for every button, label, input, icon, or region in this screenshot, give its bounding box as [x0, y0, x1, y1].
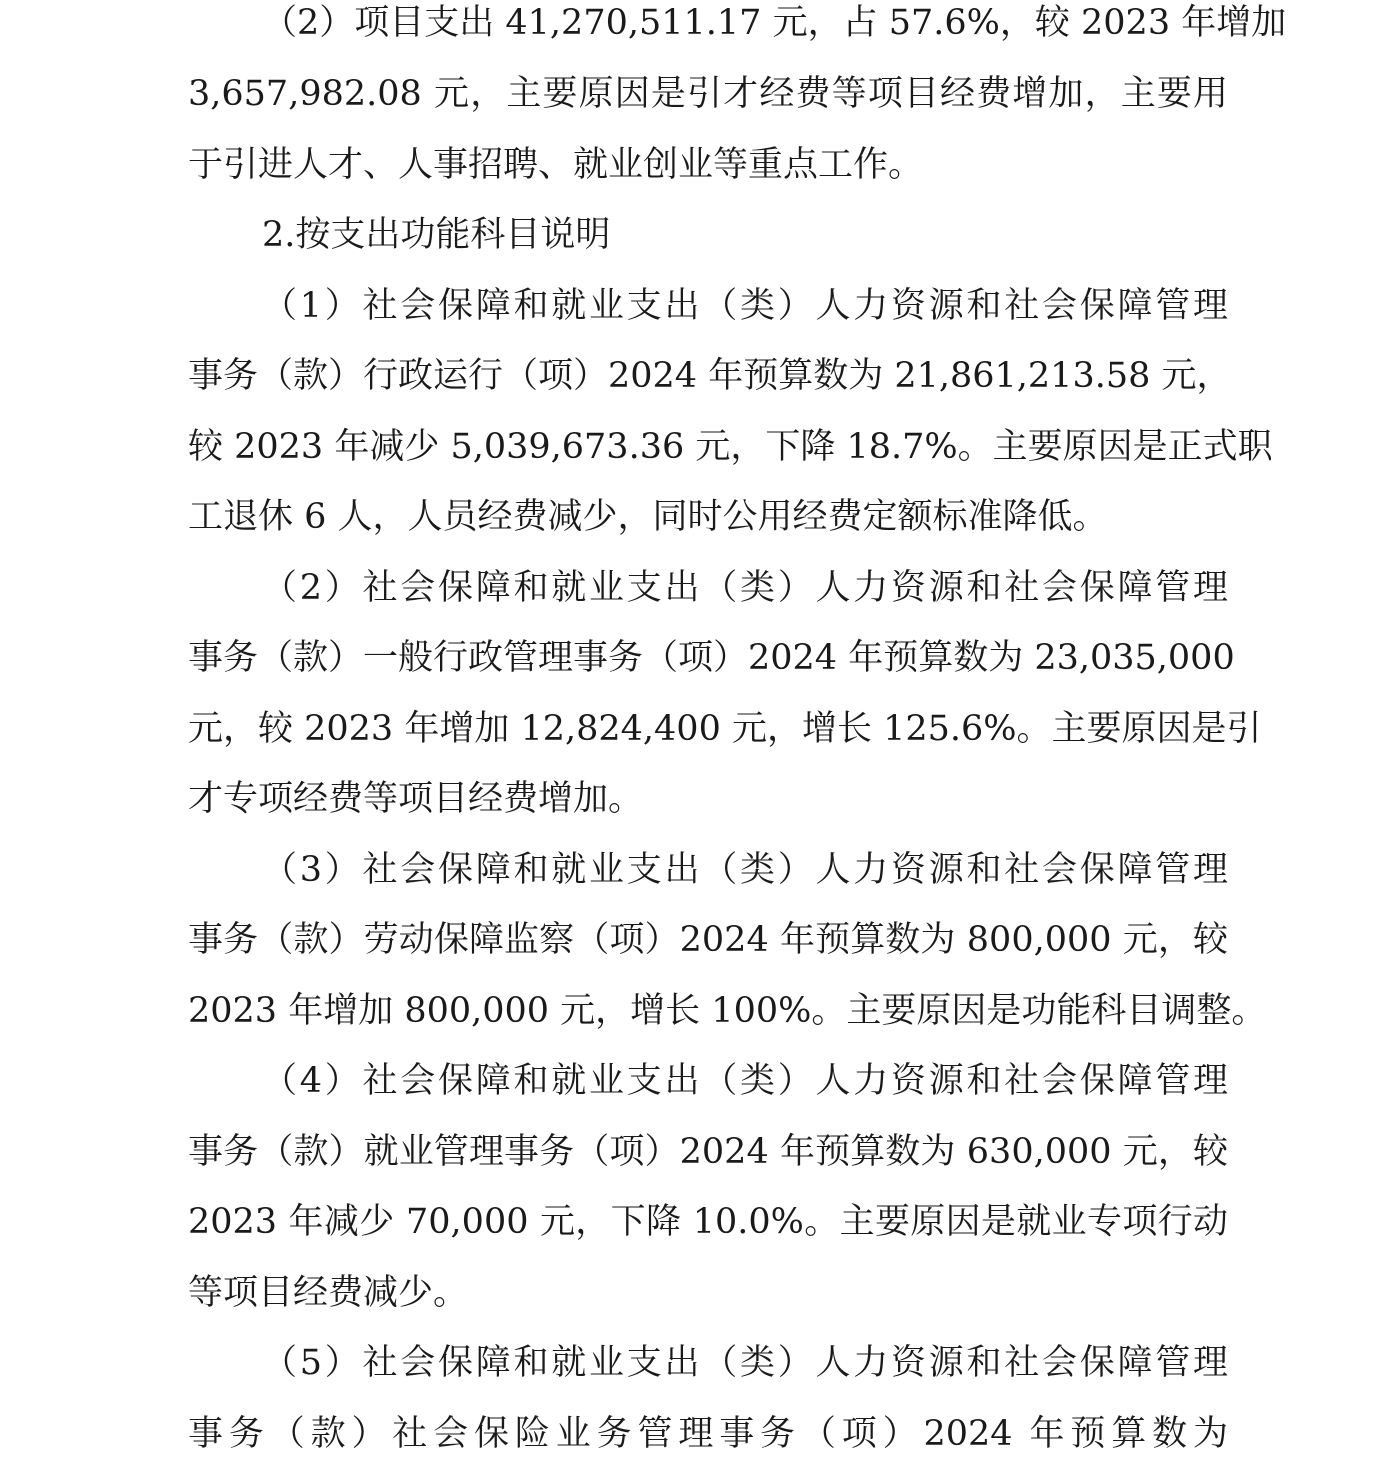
text-line-1: （2）项目支出 41,270,511.17 元，占 57.6%，较 2023 年增加 — [262, 3, 1287, 43]
text-line-17: 事务（款）就业管理事务（项）2024 年预算数为 630,000 元，较 — [188, 1132, 1228, 1172]
section-heading: 2.按支出功能科目说明 — [262, 215, 611, 255]
text-line-18: 2023 年减少 70,000 元，下降 10.0%。主要原因是就业专项行动 — [188, 1202, 1228, 1242]
text-line-9: （2）社会保障和就业支出（类）人力资源和社会保障管理 — [262, 568, 1228, 608]
text-line-2: 3,657,982.08 元，主要原因是引才经费等项目经费增加，主要用 — [188, 74, 1228, 114]
text-line-13: （3）社会保障和就业支出（类）人力资源和社会保障管理 — [262, 850, 1228, 890]
text-line-6: 事务（款）行政运行（项）2024 年预算数为 21,861,213.58 元， — [188, 356, 1232, 396]
text-line-20: （5）社会保障和就业支出（类）人力资源和社会保障管理 — [262, 1343, 1228, 1383]
text-line-16: （4）社会保障和就业支出（类）人力资源和社会保障管理 — [262, 1061, 1228, 1101]
text-line-10: 事务（款）一般行政管理事务（项）2024 年预算数为 23,035,000 — [188, 638, 1235, 678]
text-line-7: 较 2023 年减少 5,039,673.36 元，下降 18.7%。主要原因是正式职 — [188, 427, 1273, 467]
text-line-12: 才专项经费等项目经费增加。 — [188, 779, 644, 819]
text-line-11: 元，较 2023 年增加 12,824,400 元，增长 125.6%。主要原因是引 — [188, 709, 1262, 749]
text-line-15: 2023 年增加 800,000 元，增长 100%。主要原因是功能科目调整。 — [188, 991, 1267, 1031]
text-line-3: 于引进人才、人事招聘、就业创业等重点工作。 — [188, 145, 924, 185]
text-line-14: 事务（款）劳动保障监察（项）2024 年预算数为 800,000 元，较 — [188, 920, 1228, 960]
text-line-19: 等项目经费减少。 — [188, 1273, 469, 1313]
text-line-21: 事务（款）社会保险业务管理事务（项）2024 年预算数为 — [188, 1414, 1228, 1454]
text-line-5: （1）社会保障和就业支出（类）人力资源和社会保障管理 — [262, 286, 1228, 326]
text-line-8: 工退休 6 人，人员经费减少，同时公用经费定额标准降低。 — [188, 497, 1108, 537]
